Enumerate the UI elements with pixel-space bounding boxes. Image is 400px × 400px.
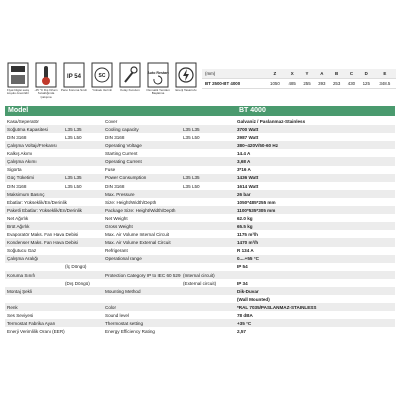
- spec-label-en: Protection Category IP to IEC 60 529: [105, 272, 181, 278]
- spec-label-en: Sound level: [105, 313, 130, 319]
- spec-value: 78 dBA: [237, 313, 253, 319]
- spec-label-en: Package Size: Height/Width/Depth: [105, 207, 176, 213]
- spec-label-en: Max. Air Volume External Circuit: [105, 240, 171, 246]
- spec-value: 0....+55 °C: [237, 256, 259, 262]
- spec-value: 380~420V/50-60 Hz: [237, 143, 278, 149]
- sc-label: SC: [98, 73, 106, 79]
- ip54-label: IP 54: [67, 74, 81, 80]
- spec-label-tr: DIN 3168: [7, 134, 27, 140]
- spec-label-tr: Net Ağırlık: [7, 215, 29, 221]
- dim-col-header: Z: [265, 69, 285, 79]
- icon-caption: Otomatik Yeniden Başlatma: [146, 88, 170, 96]
- icon-caption: Fiyat bilgisi satış koşulu önemlidir: [6, 88, 29, 96]
- auto-restart-label: Auto Restart: [147, 71, 169, 75]
- spec-value: Dik-Duvar: [237, 288, 259, 294]
- spec-label-tr: Ses Seviyesi: [7, 313, 34, 319]
- spec-label-en: Mounting Method: [105, 288, 141, 294]
- spec-value: 14.4 A: [237, 151, 251, 157]
- dim-col-header: B: [329, 69, 344, 79]
- spec-label-tr: Paketli Ebatlar: Yükseklik/En/Derinlik: [7, 207, 82, 213]
- spec-label-tr: Soğutma Kapasitesi: [7, 126, 48, 132]
- spec-label-en: Color: [105, 304, 116, 310]
- spec-row: [5, 222, 395, 230]
- spec-sublabel-tr: (Dış Döngü): [65, 280, 90, 286]
- spec-label-tr: Evaporatör Maks. Fan Hava Debisi: [7, 232, 79, 238]
- spec-label-tr: Ebatlar: Yükseklik/En/Derinlik: [7, 199, 67, 205]
- dim-cell: 255: [300, 79, 315, 89]
- spec-sublabel-en: L35 L35: [183, 175, 200, 181]
- spec-sublabel-tr: L35 L35: [65, 126, 82, 132]
- spec-label-tr: Sigorta: [7, 167, 22, 173]
- spec-label-tr: Brüt Ağırlık: [7, 224, 30, 230]
- spec-label-tr: Çalışma Akımı: [7, 159, 37, 165]
- dim-col-header: C: [344, 69, 359, 79]
- spec-label-tr: Çalışma Aralığı: [7, 256, 39, 262]
- spec-label-en: DIN 3168: [105, 134, 125, 140]
- spec-label-en: Operational range: [105, 256, 142, 262]
- spec-row: [5, 295, 395, 303]
- dim-col-header: X: [285, 69, 300, 79]
- auto-restart-icon: [147, 62, 169, 88]
- spec-label-tr: Termostat Fabrika Ayarı: [7, 321, 56, 327]
- icon-caption: Kolay Kurulum: [120, 88, 140, 92]
- spec-row: [5, 133, 395, 141]
- spec-row: [5, 182, 395, 190]
- spec-label-tr: Enerji Verimlilik Oranı (EER): [7, 329, 65, 335]
- spec-row: [5, 230, 395, 238]
- spec-label-tr: Güç Tüketimi: [7, 175, 34, 181]
- spec-label-en: Thermostat setting: [105, 321, 144, 327]
- spec-label-en: DIN 3168: [105, 183, 125, 189]
- spec-row: [5, 279, 395, 287]
- spec-value: (Wall Mounted): [237, 296, 270, 302]
- spec-value: IP 54: [237, 264, 248, 270]
- spec-value: 62.0 kg: [237, 215, 253, 221]
- spec-value: 3,68 A: [237, 159, 251, 165]
- icon-caption: Enerji Tasarrufu: [175, 88, 197, 92]
- spec-row: [5, 198, 395, 206]
- spec-label-tr: Çalışma Voltajı/Frekansı: [7, 143, 57, 149]
- spec-sublabel-tr: (İç Döngü): [65, 264, 87, 270]
- spec-row: [5, 263, 395, 271]
- spec-row: [5, 303, 395, 311]
- spec-label-en: Refrigerant: [105, 248, 128, 254]
- dimensions-table: [202, 69, 396, 89]
- spec-label-en: Operating Current: [105, 159, 142, 165]
- spec-sublabel-tr: L35 L50: [65, 183, 82, 189]
- spec-value: 26 bar: [237, 191, 251, 197]
- dimensions-unit: (mm): [202, 69, 265, 79]
- icon-caption: -45 °C Dış Ortam Sıcaklığında Çalışma: [34, 88, 58, 99]
- spec-row: [5, 238, 395, 246]
- dim-cell: 393: [314, 79, 329, 89]
- spec-sublabel-en: L35 L50: [183, 183, 200, 189]
- spec-sublabel-en: (External circuit): [183, 280, 217, 286]
- spec-row: [5, 190, 395, 198]
- spec-row: [5, 141, 395, 149]
- spec-value: *RAL 7035/PASLANMAZ-STAINLESS: [237, 304, 317, 310]
- spec-row: [5, 327, 395, 335]
- ip54-icon: [63, 62, 85, 88]
- split-unit-icon: [7, 62, 29, 88]
- spec-row: [5, 125, 395, 133]
- spec-value: +35 °C: [237, 321, 252, 327]
- spec-row: [5, 255, 395, 263]
- dim-col-header: A: [314, 69, 329, 79]
- spec-row: [5, 174, 395, 182]
- spec-value: 2,57: [237, 329, 246, 335]
- spec-label-tr: Kalkış Akımı: [7, 151, 33, 157]
- spec-label-tr: Koruma Sınıfı: [7, 272, 36, 278]
- spec-label-en: Starting Current: [105, 151, 138, 157]
- dim-cell: 1050: [265, 79, 285, 89]
- spec-value: 1100*535*305 mm: [237, 207, 276, 213]
- spec-label-en: Fuse: [105, 167, 116, 173]
- spec-sublabel-tr: L35 L35: [65, 175, 82, 181]
- spec-label-en: Size: Height/Width/Depth: [105, 199, 157, 205]
- spec-row: [5, 117, 395, 125]
- spec-value: 1175 m³/h: [237, 232, 258, 238]
- spec-label-en: Net Weight: [105, 215, 128, 221]
- spec-label-en: Power Consumption: [105, 175, 147, 181]
- spec-value: 3700 Watt: [237, 126, 259, 132]
- dim-col-header: E: [374, 69, 396, 79]
- spec-label-en: Cooling capacity: [105, 126, 139, 132]
- spec-row: [5, 247, 395, 255]
- dim-cell: 253: [329, 79, 344, 89]
- dim-cell: 430: [344, 79, 359, 89]
- spec-row: [5, 271, 395, 279]
- dim-cell: 125: [359, 79, 374, 89]
- spec-row: [5, 319, 395, 327]
- spec-sublabel-en: L35 L35: [183, 126, 200, 132]
- spec-label-tr: DIN 3168: [7, 183, 27, 189]
- spec-row: [5, 287, 395, 295]
- spec-row: [5, 157, 395, 165]
- spec-label-tr: Soğutucu Gaz: [7, 248, 37, 254]
- dim-cell: 348.5: [374, 79, 396, 89]
- model-header-bar: [5, 106, 395, 116]
- dim-row-label: BT 2500-BT 4000: [202, 79, 265, 89]
- spec-value: R 134 A: [237, 248, 254, 254]
- energy-icon: [175, 62, 197, 88]
- spec-row: [5, 206, 395, 214]
- spec-label-tr: Montaj Şekli: [7, 288, 33, 294]
- icon-caption: Pano Koruma Sınıfı: [60, 88, 88, 92]
- spec-sublabel-en: (Internal circuit): [183, 272, 215, 278]
- dim-cell: 485: [285, 79, 300, 89]
- sc-icon: [91, 62, 113, 88]
- wrench-icon: [119, 62, 141, 88]
- spec-label-en: Cover: [105, 118, 118, 124]
- spec-label-en: Operating Voltage: [105, 143, 142, 149]
- model-name: BT 4000: [239, 107, 266, 114]
- spec-value: 1436 Watt: [237, 175, 259, 181]
- spec-value: 1470 m³/h: [237, 240, 259, 246]
- spec-value: 3*16 A: [237, 167, 251, 173]
- spec-value: Galvaniz / Paslanmaz-Stainless: [237, 118, 306, 124]
- spec-label-en: Gross Weight: [105, 224, 133, 230]
- spec-value: IP 34: [237, 280, 248, 286]
- spec-sublabel-en: L35 L50: [183, 134, 200, 140]
- spec-table: [5, 117, 395, 336]
- spec-label-tr: Kasa/Seperatör: [7, 118, 39, 124]
- spec-row: [5, 149, 395, 157]
- dim-col-header: Y: [300, 69, 315, 79]
- feature-icons: [5, 62, 200, 102]
- spec-label-tr: Maksimum Basınç: [7, 191, 45, 197]
- spec-label-en: Max. Air Volume Internal Circuit: [105, 232, 170, 238]
- spec-value: 1050*485*255 mm: [237, 199, 276, 205]
- dim-col-header: D: [359, 69, 374, 79]
- spec-value: 1614 Watt: [237, 183, 259, 189]
- spec-label-tr: Kondenser Maks. Fan Hava Debisi: [7, 240, 78, 246]
- spec-row: [5, 311, 395, 319]
- model-label: Model: [8, 107, 29, 114]
- spec-value: 65.5 kg: [237, 224, 253, 230]
- temperature-icon: [35, 62, 57, 88]
- icon-caption: Yüksek Verimli: [92, 88, 112, 92]
- spec-row: [5, 214, 395, 222]
- spec-label-tr: Renk: [7, 304, 18, 310]
- spec-label-en: Energy Efficiency Rating: [105, 329, 155, 335]
- spec-row: [5, 166, 395, 174]
- spec-sublabel-tr: L35 L50: [65, 134, 82, 140]
- spec-value: 2987 Watt: [237, 134, 259, 140]
- spec-label-en: Max. Pressure: [105, 191, 135, 197]
